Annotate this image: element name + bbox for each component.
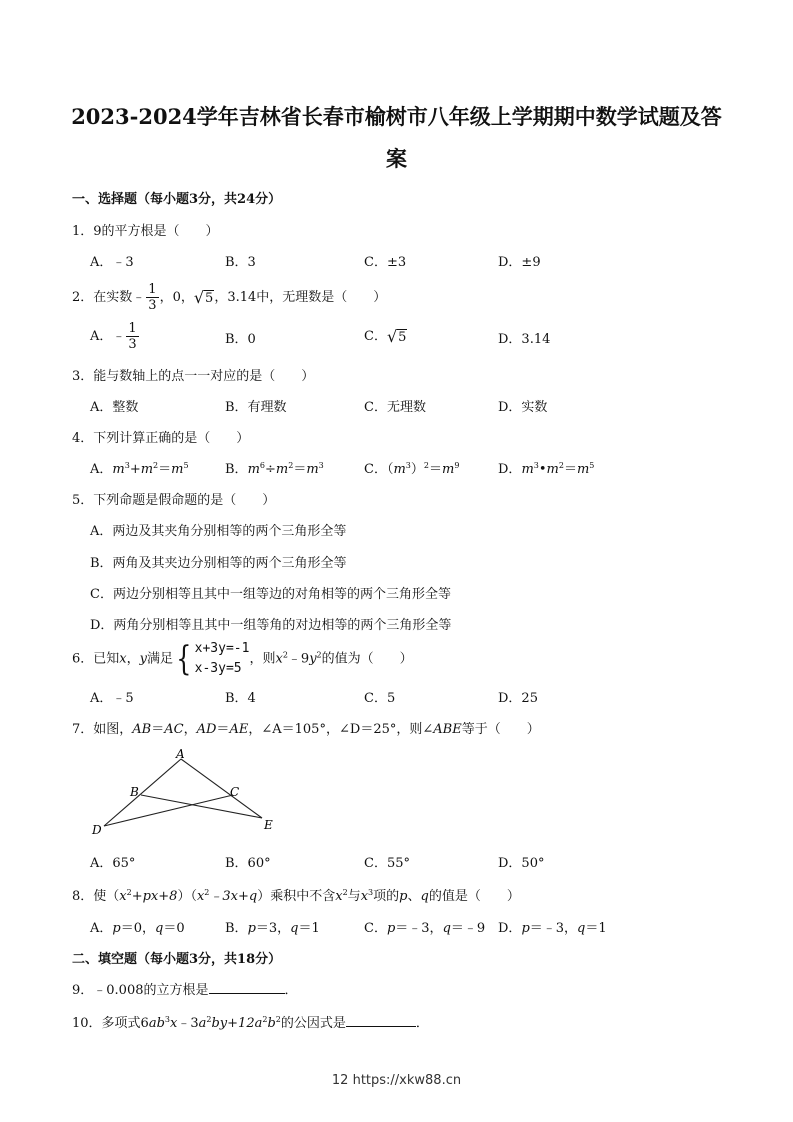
q7-option-d: D．50° (498, 856, 545, 871)
section-heading-fill: 二、填空题（每小题3分，共18分） (72, 952, 282, 967)
label-c: C (230, 785, 240, 799)
q3-option-c: C．无理数 (364, 400, 426, 415)
label-e: E (264, 818, 273, 832)
q1-option-a: A．﹣3 (90, 255, 134, 270)
q2-option-d: D．3.14 (498, 332, 551, 347)
answer-blank[interactable] (209, 981, 285, 994)
question-4: 4．下列计算正确的是（ ） (72, 431, 250, 446)
fraction: $\frac{1}{3}$ (148, 282, 157, 313)
q2-option-c: C． √ 5 (364, 326, 407, 346)
segment-ae (181, 759, 262, 818)
q6-option-b: B．4 (225, 691, 256, 706)
q6-option-c: C．5 (364, 691, 396, 706)
q7-option-a: A．65° (90, 856, 136, 871)
triangle-figure (90, 748, 290, 840)
q8-option-b: B．p＝3，q＝1 (225, 921, 320, 936)
q2-option-a: A．﹣ $\frac{1}{3}$ (90, 321, 137, 352)
page-footer: 12 https://xkw88.cn (331, 1073, 462, 1088)
question-6: 6．已知x，y满足 { x+3y=-1 x-3y=5 ，则$x^2﹣9y^2$的值为（ ） (72, 639, 413, 679)
section-heading-choice: 一、选择题（每小题3分，共24分） (72, 192, 282, 207)
question-9: 9．﹣0.008的立方根是 ． (72, 983, 298, 998)
square-root: √ 5 (193, 287, 214, 307)
q2-option-b: B．0 (225, 332, 256, 347)
question-8: 8．使$(x^2+px+8)(x^2﹣3x+q)$乘积中不含$x^2$与$x^3$项的p、q的值是（ ） (72, 888, 520, 904)
question-7: 7．如图，AB＝AC，AD＝AE，∠A＝105°，∠D＝25°，则∠ABE等于（ ） (72, 722, 540, 737)
q8-option-a: A．p＝0，q＝0 (90, 921, 185, 936)
segment-dc (104, 795, 233, 826)
q3-option-b: B．有理数 (225, 400, 287, 415)
q4-option-b: B．$m^6\div m^2=m^3$ (225, 461, 324, 477)
answer-blank[interactable] (346, 1014, 416, 1027)
equation-system: { x+3y=-1 x-3y=5 (176, 639, 250, 679)
segment-be (141, 795, 262, 818)
q1-option-b: B．3 (225, 255, 256, 270)
q5-option-a: A．两边及其夹角分别相等的两个三角形全等 (90, 524, 347, 539)
question-1: 1．9的平方根是（ ） (72, 224, 219, 239)
q8-option-d: D．p＝﹣3，q＝1 (498, 921, 607, 936)
page-title-continued: 案 (386, 146, 407, 171)
label-a: A (176, 748, 185, 761)
question-3: 3．能与数轴上的点一一对应的是（ ） (72, 369, 315, 384)
q6-option-d: D．25 (498, 691, 538, 706)
q4-option-d: D．$m^3•m^2=m^5$ (498, 461, 595, 477)
q5-option-c: C．两边分别相等且其中一组等边的对角相等的两个三角形全等 (90, 587, 451, 602)
page-title: 2023-2024学年吉林省长春市榆树市八年级上学期期中数学试题及答 (71, 104, 722, 129)
q1-option-c: C．±3 (364, 255, 407, 270)
q5-option-b: B．两角及其夹边分别相等的两个三角形全等 (90, 556, 347, 571)
q7-option-c: C．55° (364, 856, 410, 871)
q7-option-b: B．60° (225, 856, 271, 871)
q3-option-a: A．整数 (90, 400, 139, 415)
label-b: B (130, 785, 139, 799)
q4-option-c: C．$(m^3)^2=m^9$ (364, 461, 460, 477)
q1-option-d: D．±9 (498, 255, 541, 270)
q5-option-d: D．两角分别相等且其中一组等角的对边相等的两个三角形全等 (90, 618, 452, 633)
q8-option-c: C．p＝﹣3，q＝﹣9 (364, 921, 486, 936)
q6-option-a: A．﹣5 (90, 691, 134, 706)
q3-option-d: D．实数 (498, 400, 548, 415)
question-5: 5．下列命题是假命题的是（ ） (72, 493, 276, 508)
q4-option-a: A．$m^3+m^2=m^5$ (90, 461, 189, 477)
question-10: 10．多项式$6ab^3x﹣3a^2by+12a^2b^2$的公因式是 ． (72, 1015, 429, 1031)
label-d: D (92, 823, 102, 837)
question-2: 2．在实数﹣ $\frac{1}{3}$ ，0， √ 5 ，3.14中，无理数是（ ） (72, 282, 387, 313)
segment-ad (104, 759, 181, 826)
